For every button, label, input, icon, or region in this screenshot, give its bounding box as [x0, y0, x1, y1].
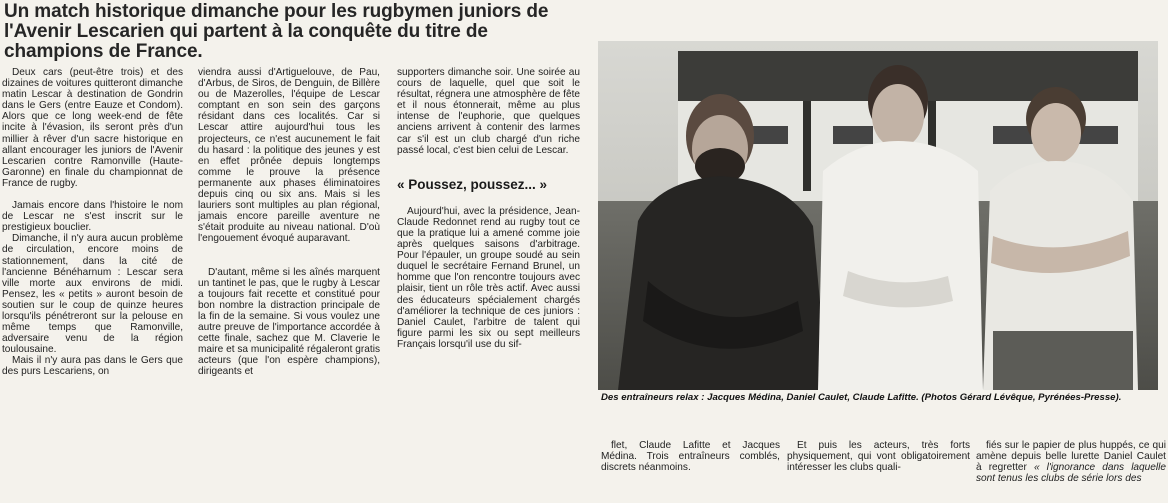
quote: « l'ignorance dans laquelle sont tenus les clubs de série lors des [976, 462, 1166, 485]
paragraph: Deux cars (peut-être trois) et des dizaines de voitures quitteront dimanche matin Lescar à destination de Gondrin dans le Gers (entre Eauze et Condom). Alors que ce long week-end de fête incite à l'évasion, ils seront près d'un millier à rêver d'un sacre historique en allant encourager les juniors de l'Avenir Lescarien contre Ramonville (Haute-Garonne) en finale du championnat de France de rugby. [2, 67, 183, 189]
article-column-3 [397, 67, 580, 503]
photo-caption: Des entraîneurs relax : Jacques Médina, Daniel Caulet, Claude Lafitte. (Photos Gérard Lévêque, Pyrénées-Presse). [601, 392, 1122, 403]
coaches-photo [598, 41, 1158, 390]
article-column-5: Et puis les acteurs, très forts physiquement, qui vont obligatoirement intéresser les clubs quali- [787, 440, 970, 474]
paragraph: D'autant, même si les aînés marquent un tantinet le pas, que le rugby à Lescar a toujours fait recette et constitué pour bon nombre la distraction principale de la fin de la semaine. Si vous voulez une autre preuve de l'importance accordée à cette finale, sachez que M. Claverie le maire et sa municipalité régaleront gratis acteurs (que l'on espère champions), dirigeants et [198, 266, 380, 378]
paragraph: Mais il n'y aura pas dans le Gers que des purs Lescariens, on [2, 355, 183, 378]
article-column-4: flet, Claude Lafitte et Jacques Médina. Trois entraîneurs comblés, discrets néanmoins. [601, 440, 780, 474]
subheading: « Poussez, poussez... » [397, 176, 548, 192]
paragraph: Dimanche, il n'y aura aucun problème de circulation, encore moins de stationnement, dans la cité de l'ancienne Bénéharnum : Lescar sera ville morte aux environs de midi. Pensez, les « petits » auront besoin de soutien sur le coup de quinze heures lorsqu'ils pénétreront sur la pelouse en même temps que Ramonville, adversaire venu de la région toulousaine. [2, 233, 183, 356]
article-headline: Un match historique dimanche pour les rugbymen juniors de l'Avenir Lescarien qui partent à la conquête du titre de champions de France. [4, 1, 549, 62]
paragraph: fiés sur le papier de plus huppés, ce qui amène depuis belle lurette Daniel Caulet à regretter [976, 440, 1166, 474]
photo-illustration [598, 41, 1158, 390]
paragraph: Jamais encore dans l'histoire le nom de Lescar ne s'est inscrit sur le prestigieux bouclier. [2, 200, 183, 234]
article-column-1 [2, 67, 183, 503]
paragraph: supporters dimanche soir. Une soirée au cours de laquelle, quel que soit le résultat, régnera une atmosphère de fête et il nous étonnerait, même au plus intense de l'euphorie, que quelques anciens arrivent à contenir des larmes car s'il est un club chargé d'un riche passé local, c'est bien celui de Lescar. [397, 67, 580, 156]
paragraph: viendra aussi d'Artiguelouve, de Pau, d'Arbus, de Siros, de Denguin, de Billère ou de Mazerolles, l'équipe de Lescar comptant en son sein des garçons résidant dans ces localités. Car si Lescar attire aujourd'hui tous les projecteurs, ce n'est aucunement le fait du hasard : la politique des jeunes y est en effet prônée depuis longtemps comme le prouve la présence permanente aux phases éliminatoires depuis cinq ou six ans. Mais si les lauriers sont multiples au plan régional, jamais encore pareille aventure ne s'était produite au niveau national. D'où l'engouement évoqué auparavant. [198, 67, 380, 245]
article-column-2 [198, 67, 380, 503]
paragraph: Aujourd'hui, avec la présidence, Jean-Claude Redonnet rend au rugby tout ce que la pratique lui a amené comme joie après quelques saisons d'arbitrage. Pour l'épauler, un groupe soudé au sein duquel le secrétaire Fernand Brunel, un homme que l'on rencontre toujours avec plaisir, tient un rôle très actif. Avec aussi des éducateurs spécialement chargés d'améliorer la technique de ces juniors : Daniel Caulet, l'arbitre de talent qui figure parmi les six ou sept meilleurs Français lorsqu'il use du sif- [397, 205, 580, 350]
article-column-6 [976, 440, 1166, 503]
